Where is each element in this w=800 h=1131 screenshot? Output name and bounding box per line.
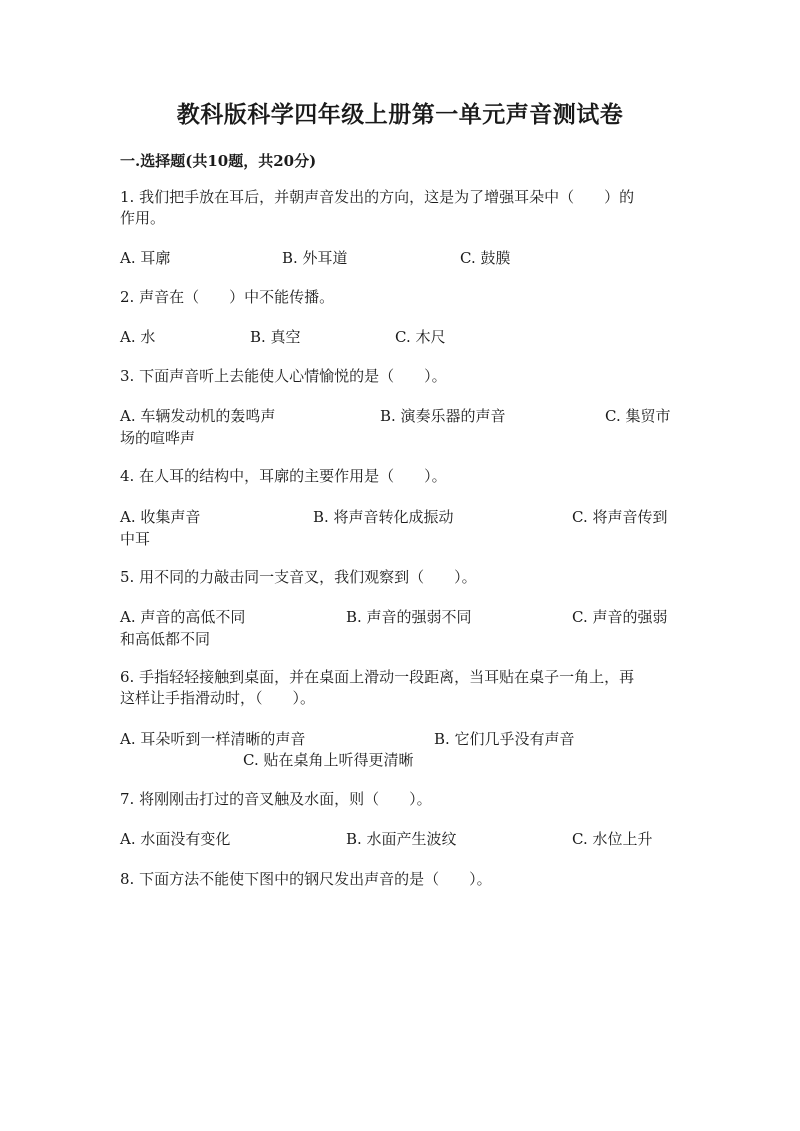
question-1-stem [120,187,680,229]
question-5-option-b: B. 声音的强弱不同 [346,608,472,626]
question-2-stem: 2. 声音在（ ）中不能传播。 [120,288,335,306]
question-4-option-c-continued: 中耳 [120,530,151,548]
question-7-option-b: B. 水面产生波纹 [346,830,457,848]
question-1-option-b: B. 外耳道 [282,249,348,267]
question-4-stem: 4. 在人耳的结构中，耳廓的主要作用是（ ）。 [120,467,447,485]
question-4-option-b: B. 将声音转化成振动 [313,508,454,526]
question-1-line-1: 1. 我们把手放在耳后，并朝声音发出的方向，这是为了增强耳朵中（ ）的 [120,188,635,206]
question-2-option-c: C. 木尺 [395,328,446,346]
question-7-stem: 7. 将刚刚击打过的音叉触及水面，则（ ）。 [120,790,432,808]
question-3-option-c-continued: 场的喧哗声 [120,429,196,447]
question-6-line-2: 这样让手指滑动时，（ ）。 [120,689,316,707]
question-6-option-c: C. 贴在桌角上听得更清晰 [243,751,414,769]
question-5-option-c: C. 声音的强弱 [572,608,668,626]
question-2-option-b: B. 真空 [250,328,301,346]
question-5-option-a: A. 声音的高低不同 [120,608,246,626]
question-1-option-a: A. 耳廓 [120,249,171,267]
question-5-stem: 5. 用不同的力敲击同一支音叉，我们观察到（ ）。 [120,568,477,586]
question-6-option-a: A. 耳朵听到一样清晰的声音 [120,730,306,748]
page-title: 教科版科学四年级上册第一单元声音测试卷 [176,101,624,128]
question-4-option-a: A. 收集声音 [120,508,201,526]
question-3-option-c: C. 集贸市 [605,407,671,425]
question-3-option-a: A. 车辆发动机的轰鸣声 [120,407,276,425]
question-3-option-b: B. 演奏乐器的声音 [380,407,506,425]
question-4-option-c: C. 将声音传到 [572,508,668,526]
question-8-stem: 8. 下面方法不能使下图中的钢尺发出声音的是（ ）。 [120,870,492,888]
question-6-stem [120,667,680,709]
section-heading: 一.选择题(共10题，共20分) [120,152,317,170]
question-3-stem: 3. 下面声音听上去能使人心情愉悦的是（ ）。 [120,367,447,385]
question-1-option-c: C. 鼓膜 [460,249,511,267]
question-7-option-a: A. 水面没有变化 [120,830,231,848]
question-6-line-1: 6. 手指轻轻接触到桌面，并在桌面上滑动一段距离，当耳贴在桌子一角上，再 [120,668,635,686]
question-7-option-c: C. 水位上升 [572,830,653,848]
question-5-option-c-continued: 和高低都不同 [120,630,211,648]
question-6-option-b: B. 它们几乎没有声音 [434,730,575,748]
question-2-option-a: A. 水 [120,328,156,346]
question-1-line-2: 作用。 [120,209,166,227]
